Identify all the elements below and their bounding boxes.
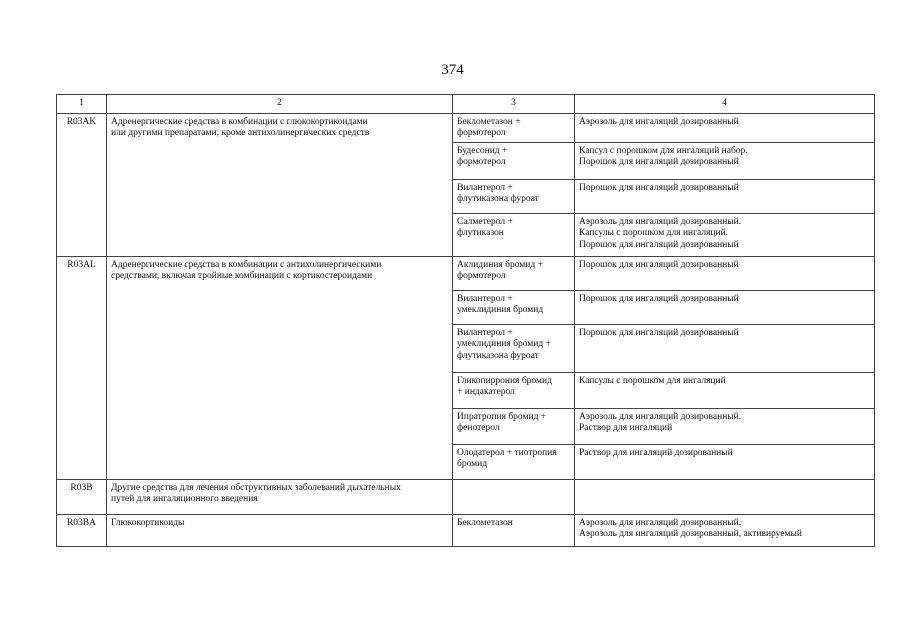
dosage-form-line: Аэрозоль для ингаляций дозированный.	[579, 411, 742, 422]
dosage-form-line: Порошок для ингаляций дозированный	[579, 327, 739, 338]
description-line: Глюкокортикоиды	[111, 517, 185, 528]
drug-line: Вилантерол +	[457, 182, 513, 193]
drug-name-cell	[453, 213, 575, 256]
dosage-form-line: Аэрозоль для ингаляций дозированный.	[579, 517, 742, 528]
dosage-form-line: Капсулы с порошком для ингаляций	[579, 375, 726, 386]
drug-line: фенотерол	[457, 423, 500, 434]
dosage-form-cell	[575, 408, 875, 444]
drug-line: Беклометазон	[457, 517, 513, 528]
dosage-form-cell	[575, 444, 875, 479]
dosage-form-line: Аэрозоль для ингаляций дозированный.	[579, 216, 742, 227]
drug-line: Гликопиррония бромид	[457, 375, 552, 386]
header-row	[57, 95, 875, 114]
dosage-form-line: Порошок для ингаляций дозированный	[579, 293, 739, 304]
column-header: 1	[57, 95, 107, 114]
table-row	[57, 479, 875, 514]
dosage-form-cell	[575, 213, 875, 256]
dosage-form-cell	[575, 114, 875, 143]
drug-line: + индакатерол	[457, 387, 515, 398]
drug-line: флутиказона фуроат	[457, 194, 539, 205]
drug-line: Салметерол +	[457, 216, 513, 227]
drug-name-cell	[453, 444, 575, 479]
drug-line: Беклометазон +	[457, 117, 521, 127]
group-description-cell	[107, 514, 453, 546]
drug-line: бромид	[457, 459, 488, 470]
dosage-form-line: Порошок для ингаляций дозированный	[579, 182, 739, 193]
drug-line: умеклидиния бромид	[457, 305, 544, 316]
dosage-form-line: Раствор для ингаляций	[579, 423, 673, 434]
drug-line: формотерол	[457, 157, 506, 168]
drug-line: флутиказон	[457, 228, 504, 239]
classification-table	[56, 94, 875, 547]
atc-code-cell: R03AL	[57, 256, 107, 479]
drug-name-cell	[453, 114, 575, 143]
dosage-form-line: Капсул с порошком для ингаляций набор.	[579, 145, 748, 156]
description-line: Адренергические средства в комбинации с антихолинергическими	[111, 259, 382, 270]
dosage-form-line: Аэрозоль для ингаляций дозированный, активируемый	[579, 529, 802, 540]
drug-line: Олодатерол + тиотропия	[457, 447, 557, 458]
dosage-form-cell	[575, 290, 875, 324]
dosage-form-cell	[575, 179, 875, 213]
column-header: 4	[575, 95, 875, 114]
dosage-form-cell	[575, 372, 875, 408]
description-line: путей для ингаляционного введения	[111, 494, 258, 505]
drug-line: формотерол	[457, 128, 506, 139]
drug-line: формотерол	[457, 271, 506, 282]
drug-name-cell	[453, 479, 575, 514]
drug-line: Аклидиния бромид +	[457, 259, 543, 270]
drug-name-cell	[453, 514, 575, 546]
dosage-form-line: Аэрозоль для ингаляций дозированный	[579, 117, 739, 127]
dosage-form-line: Раствор для ингаляций дозированный	[579, 447, 733, 458]
description-line: средствами, включая тройные комбинации с кортикостероидами	[111, 271, 373, 282]
dosage-form-line: Капсулы с порошком для ингаляций.	[579, 228, 729, 239]
dosage-form-line: Порошок для ингаляций дозированный	[579, 239, 739, 250]
atc-code-cell: R03AK	[57, 114, 107, 257]
drug-line: Вилантерол +	[457, 327, 513, 338]
drug-line: флутиказона фуроат	[457, 350, 539, 361]
dosage-form-cell	[575, 256, 875, 290]
drug-name-cell	[453, 256, 575, 290]
page-number: 374	[441, 62, 464, 78]
dosage-form-cell	[575, 324, 875, 372]
drug-name-cell	[453, 142, 575, 179]
description-line: или другими препаратами, кроме антихолинергических средств	[111, 128, 370, 139]
drug-name-cell	[453, 408, 575, 444]
drug-line: умеклидиния бромид +	[457, 339, 551, 350]
description-line: Адренергические средства в комбинации с глюкокортикоидами	[111, 117, 368, 127]
column-header: 3	[453, 95, 575, 114]
atc-code-cell: R03B	[57, 479, 107, 514]
description-line: Другие средства для лечения обструктивных заболеваний дыхательных	[111, 482, 401, 493]
drug-line: Вилантерол +	[457, 293, 513, 304]
dosage-form-cell	[575, 142, 875, 179]
table-row	[57, 256, 875, 290]
dosage-form-line: Порошок для ингаляций дозированный	[579, 157, 739, 168]
table-row	[57, 114, 875, 143]
drug-name-cell	[453, 290, 575, 324]
dosage-form-cell	[575, 514, 875, 546]
dosage-form-cell	[575, 479, 875, 514]
dosage-form-line: Порошок для ингаляций дозированный	[579, 259, 739, 270]
group-description-cell	[107, 114, 453, 257]
drug-name-cell	[453, 179, 575, 213]
drug-line: Ипратропия бромид +	[457, 411, 547, 422]
column-header: 2	[107, 95, 453, 114]
table-row	[57, 514, 875, 546]
drug-line: Будесонид +	[457, 145, 508, 156]
group-description-cell	[107, 479, 453, 514]
drug-name-cell	[453, 372, 575, 408]
group-description-cell	[107, 256, 453, 479]
drug-name-cell	[453, 324, 575, 372]
atc-code-cell: R03BA	[57, 514, 107, 546]
